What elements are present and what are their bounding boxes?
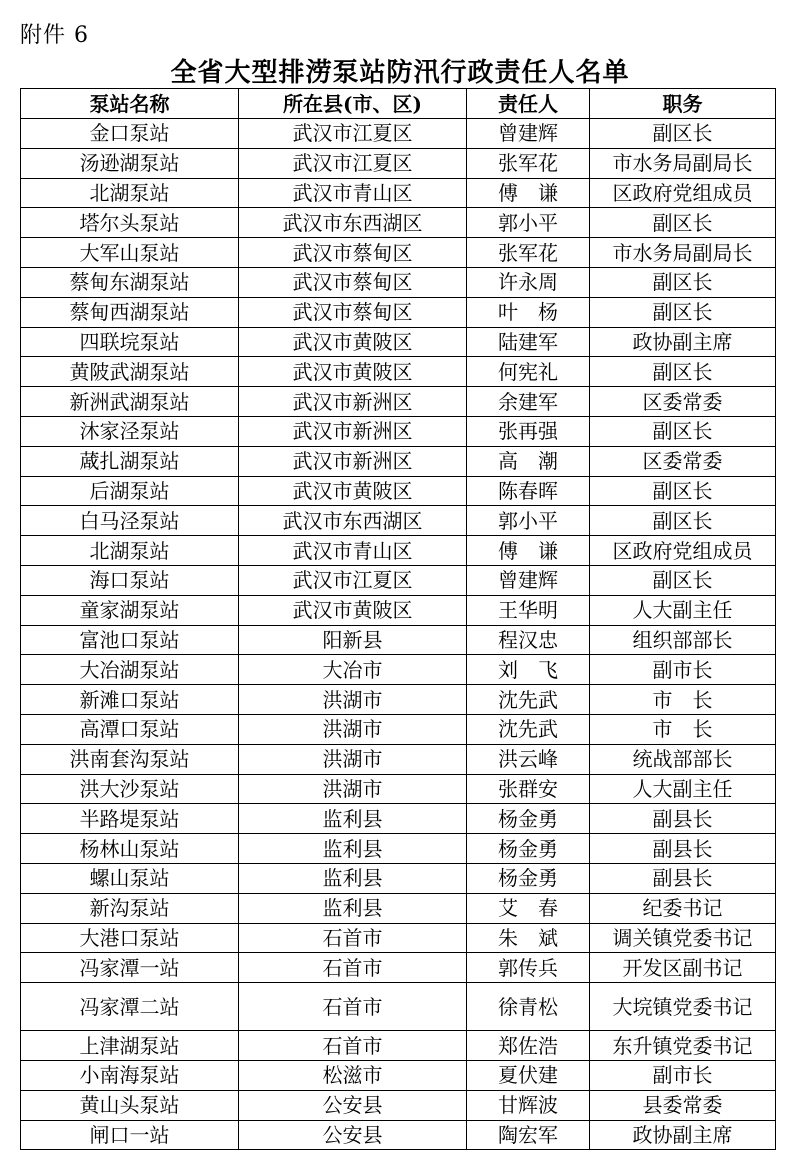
county-cell: 洪湖市 (239, 744, 467, 774)
county-cell: 监利县 (239, 863, 467, 893)
position-cell: 副区长 (590, 297, 776, 327)
station-name-cell: 大冶湖泵站 (21, 655, 239, 685)
position-cell: 县委常委 (590, 1090, 776, 1120)
station-name-cell: 闸口一站 (21, 1120, 239, 1150)
table-row (21, 446, 776, 476)
station-name-cell: 螺山泵站 (21, 863, 239, 893)
position-cell: 东升镇党委书记 (590, 1031, 776, 1061)
position-cell: 副县长 (590, 804, 776, 834)
table-row (21, 804, 776, 834)
person-cell: 杨金勇 (467, 834, 590, 864)
county-cell: 公安县 (239, 1120, 467, 1150)
document-title: 全省大型排涝泵站防汛行政责任人名单 (170, 58, 630, 88)
person-cell: 曾建辉 (467, 565, 590, 595)
station-name-cell: 大港口泵站 (21, 923, 239, 953)
table-row (21, 1120, 776, 1150)
table-row (21, 1031, 776, 1061)
county-cell: 洪湖市 (239, 774, 467, 804)
table-header-row (21, 89, 776, 119)
table-row (21, 863, 776, 893)
person-cell: 杨金勇 (467, 863, 590, 893)
column-header-person: 责任人 (467, 89, 590, 119)
person-cell: 徐青松 (467, 983, 590, 1031)
county-cell: 武汉市新洲区 (239, 416, 467, 446)
person-cell: 刘 飞 (467, 655, 590, 685)
person-cell: 陈春晖 (467, 476, 590, 506)
position-cell: 政协副主席 (590, 327, 776, 357)
person-cell: 洪云峰 (467, 744, 590, 774)
position-cell: 人大副主任 (590, 595, 776, 625)
position-cell: 市水务局副局长 (590, 238, 776, 268)
attachment-label: 附件 6 (20, 23, 89, 48)
position-cell: 市 长 (590, 714, 776, 744)
county-cell: 武汉市蔡甸区 (239, 238, 467, 268)
position-cell: 副区长 (590, 119, 776, 149)
person-cell: 高 潮 (467, 446, 590, 476)
column-header-county: 所在县(市、区) (239, 89, 467, 119)
person-cell: 夏伏建 (467, 1060, 590, 1090)
person-cell: 艾 春 (467, 893, 590, 923)
position-cell: 副区长 (590, 506, 776, 536)
station-name-cell: 北湖泵站 (21, 536, 239, 566)
position-cell: 副区长 (590, 565, 776, 595)
table-row (21, 655, 776, 685)
position-cell: 开发区副书记 (590, 953, 776, 983)
station-name-cell: 富池口泵站 (21, 625, 239, 655)
table-row (21, 119, 776, 149)
position-cell: 统战部部长 (590, 744, 776, 774)
station-name-cell: 新滩口泵站 (21, 685, 239, 715)
table-row (21, 774, 776, 804)
county-cell: 监利县 (239, 804, 467, 834)
person-cell: 张军花 (467, 238, 590, 268)
county-cell: 阳新县 (239, 625, 467, 655)
table-row (21, 625, 776, 655)
table-row (21, 267, 776, 297)
position-cell: 副县长 (590, 834, 776, 864)
county-cell: 武汉市新洲区 (239, 446, 467, 476)
column-header-station: 泵站名称 (21, 89, 239, 119)
county-cell: 大冶市 (239, 655, 467, 685)
county-cell: 武汉市新洲区 (239, 387, 467, 417)
county-cell: 武汉市青山区 (239, 178, 467, 208)
position-cell: 副区长 (590, 208, 776, 238)
person-cell: 陆建军 (467, 327, 590, 357)
station-name-cell: 新洲武湖泵站 (21, 387, 239, 417)
county-cell: 石首市 (239, 1031, 467, 1061)
position-cell: 组织部部长 (590, 625, 776, 655)
table-row (21, 357, 776, 387)
position-cell: 区政府党组成员 (590, 178, 776, 208)
county-cell: 武汉市黄陂区 (239, 476, 467, 506)
county-cell: 石首市 (239, 953, 467, 983)
table-row (21, 208, 776, 238)
county-cell: 洪湖市 (239, 685, 467, 715)
position-cell: 区政府党组成员 (590, 536, 776, 566)
position-cell: 政协副主席 (590, 1120, 776, 1150)
table-row (21, 178, 776, 208)
person-cell: 何宪礼 (467, 357, 590, 387)
person-cell: 张群安 (467, 774, 590, 804)
station-name-cell: 洪南套沟泵站 (21, 744, 239, 774)
person-cell: 杨金勇 (467, 804, 590, 834)
table-row (21, 506, 776, 536)
table-row (21, 476, 776, 506)
table-row (21, 834, 776, 864)
station-name-cell: 金口泵站 (21, 119, 239, 149)
station-name-cell: 新沟泵站 (21, 893, 239, 923)
station-name-cell: 冯家潭一站 (21, 953, 239, 983)
person-cell: 张军花 (467, 148, 590, 178)
county-cell: 武汉市东西湖区 (239, 506, 467, 536)
station-name-cell: 洪大沙泵站 (21, 774, 239, 804)
table-row (21, 714, 776, 744)
table-row (21, 1090, 776, 1120)
person-cell: 沈先武 (467, 685, 590, 715)
table-row (21, 297, 776, 327)
table-row (21, 893, 776, 923)
table-row (21, 953, 776, 983)
table-body (21, 119, 776, 1150)
position-cell: 副市长 (590, 655, 776, 685)
county-cell: 武汉市江夏区 (239, 148, 467, 178)
person-cell: 傅 谦 (467, 178, 590, 208)
station-name-cell: 四联垸泵站 (21, 327, 239, 357)
station-name-cell: 蔡甸西湖泵站 (21, 297, 239, 327)
station-name-cell: 高潭口泵站 (21, 714, 239, 744)
position-cell: 副区长 (590, 416, 776, 446)
station-name-cell: 冯家潭二站 (21, 983, 239, 1031)
station-name-cell: 北湖泵站 (21, 178, 239, 208)
position-cell: 市 长 (590, 685, 776, 715)
station-name-cell: 上津湖泵站 (21, 1031, 239, 1061)
responsibility-table (20, 88, 776, 1150)
person-cell: 张再强 (467, 416, 590, 446)
station-name-cell: 白马泾泵站 (21, 506, 239, 536)
table-row (21, 238, 776, 268)
county-cell: 武汉市江夏区 (239, 565, 467, 595)
person-cell: 曾建辉 (467, 119, 590, 149)
position-cell: 副区长 (590, 357, 776, 387)
table-row (21, 983, 776, 1031)
person-cell: 郭小平 (467, 208, 590, 238)
position-cell: 副区长 (590, 476, 776, 506)
county-cell: 武汉市青山区 (239, 536, 467, 566)
county-cell: 石首市 (239, 923, 467, 953)
county-cell: 洪湖市 (239, 714, 467, 744)
table-row (21, 923, 776, 953)
station-name-cell: 沐家泾泵站 (21, 416, 239, 446)
position-cell: 市水务局副局长 (590, 148, 776, 178)
station-name-cell: 蒧扎湖泵站 (21, 446, 239, 476)
station-name-cell: 蔡甸东湖泵站 (21, 267, 239, 297)
person-cell: 许永周 (467, 267, 590, 297)
table-row (21, 1060, 776, 1090)
station-name-cell: 后湖泵站 (21, 476, 239, 506)
table-row (21, 387, 776, 417)
person-cell: 陶宏军 (467, 1120, 590, 1150)
column-header-position: 职务 (590, 89, 776, 119)
station-name-cell: 半路堤泵站 (21, 804, 239, 834)
person-cell: 叶 杨 (467, 297, 590, 327)
station-name-cell: 海口泵站 (21, 565, 239, 595)
position-cell: 区委常委 (590, 387, 776, 417)
county-cell: 武汉市蔡甸区 (239, 267, 467, 297)
county-cell: 监利县 (239, 834, 467, 864)
county-cell: 武汉市蔡甸区 (239, 297, 467, 327)
station-name-cell: 汤逊湖泵站 (21, 148, 239, 178)
position-cell: 人大副主任 (590, 774, 776, 804)
person-cell: 郑佐浩 (467, 1031, 590, 1061)
position-cell: 副市长 (590, 1060, 776, 1090)
county-cell: 武汉市黄陂区 (239, 327, 467, 357)
station-name-cell: 杨林山泵站 (21, 834, 239, 864)
station-name-cell: 童家湖泵站 (21, 595, 239, 625)
station-name-cell: 黄山头泵站 (21, 1090, 239, 1120)
station-name-cell: 塔尔头泵站 (21, 208, 239, 238)
table-row (21, 744, 776, 774)
station-name-cell: 小南海泵站 (21, 1060, 239, 1090)
county-cell: 公安县 (239, 1090, 467, 1120)
county-cell: 监利县 (239, 893, 467, 923)
person-cell: 傅 谦 (467, 536, 590, 566)
county-cell: 武汉市江夏区 (239, 119, 467, 149)
table-row (21, 685, 776, 715)
county-cell: 武汉市黄陂区 (239, 357, 467, 387)
person-cell: 王华明 (467, 595, 590, 625)
person-cell: 郭传兵 (467, 953, 590, 983)
position-cell: 区委常委 (590, 446, 776, 476)
position-cell: 副县长 (590, 863, 776, 893)
position-cell: 纪委书记 (590, 893, 776, 923)
person-cell: 程汉忠 (467, 625, 590, 655)
person-cell: 郭小平 (467, 506, 590, 536)
position-cell: 大垸镇党委书记 (590, 983, 776, 1031)
table-row (21, 148, 776, 178)
table-row (21, 595, 776, 625)
table-row (21, 565, 776, 595)
county-cell: 石首市 (239, 983, 467, 1031)
position-cell: 调关镇党委书记 (590, 923, 776, 953)
station-name-cell: 大军山泵站 (21, 238, 239, 268)
person-cell: 朱 斌 (467, 923, 590, 953)
position-cell: 副区长 (590, 267, 776, 297)
station-name-cell: 黄陂武湖泵站 (21, 357, 239, 387)
table-row (21, 416, 776, 446)
county-cell: 松滋市 (239, 1060, 467, 1090)
county-cell: 武汉市黄陂区 (239, 595, 467, 625)
person-cell: 余建军 (467, 387, 590, 417)
table-row (21, 536, 776, 566)
person-cell: 沈先武 (467, 714, 590, 744)
table-row (21, 327, 776, 357)
county-cell: 武汉市东西湖区 (239, 208, 467, 238)
person-cell: 甘辉波 (467, 1090, 590, 1120)
